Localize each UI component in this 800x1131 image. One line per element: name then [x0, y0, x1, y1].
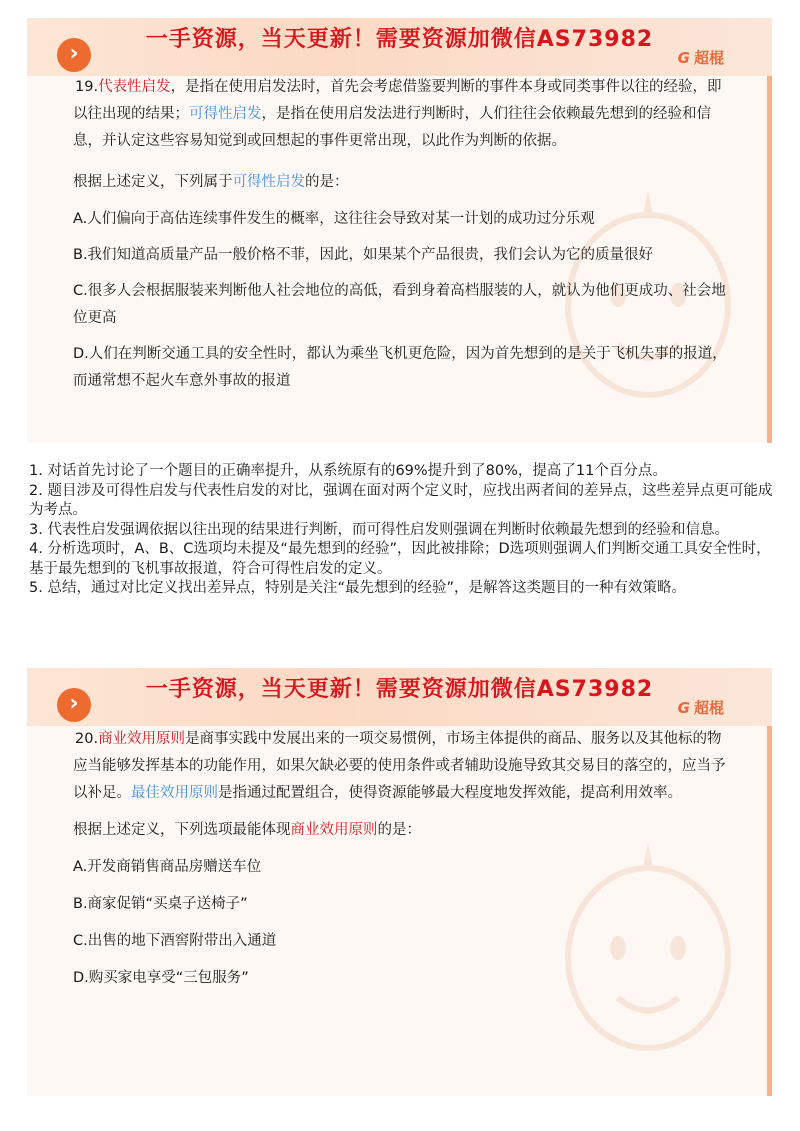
option-d[interactable]: D.人们在判断交通工具的安全性时，都认为乘坐飞机更危险，因为首先想到的是关于飞机失事的报道，而通常想不起火车意外事故的报道 [73, 346, 727, 389]
definition-text-2: 是指通过配置组合，使得资源能够最大程度地发挥效能，提高利用效率。 [218, 785, 682, 801]
option-b[interactable]: B.我们知道高质量产品一般价格不菲，因此，如果某个产品很贵，我们会认为它的质量很好 [73, 247, 654, 263]
chevron-right-icon: › [57, 38, 91, 72]
option-d[interactable]: D.购买家电享受“三包服务” [73, 970, 249, 986]
analysis-notes [29, 462, 774, 599]
term-optimal-utility: 最佳效用原则 [131, 785, 218, 801]
definition-text-2: ，是指在使用启发法进行判断时，人们往往会依赖最先想到的经验和信息，并认定这些容易知觉到或回想起的事件更常出现，以此作为判断的依据。 [73, 106, 711, 149]
option-c[interactable]: C.很多人会根据服装来判断他人社会地位的高低，看到身着高档服装的人，就认为他们更成功、社会地位更高 [73, 283, 726, 326]
term-availability: 可得性启发 [189, 106, 262, 122]
option-b[interactable]: B.商家促销“买桌子送椅子” [73, 896, 248, 912]
prompt-text: 根据上述定义，下列选项最能体现 [73, 822, 291, 838]
question-card-20 [27, 668, 772, 1096]
analysis-point: 4. 分析选项时，A、B、C选项均未提及“最先想到的经验”，因此被排除；D选项则强调人们判断交通工具安全性时，基于最先想到的飞机事故报道，符合可得性启发的定义。 [29, 541, 771, 577]
question-body [73, 74, 733, 395]
analysis-point: 3. 代表性启发强调依据以往出现的结果进行判断，而可得性启发则强调在判断时依赖最先想到的经验和信息。 [29, 521, 729, 538]
banner-text: 一手资源，当天更新！需要资源加微信AS73982 [145, 677, 654, 702]
prompt-term: 商业效用原则 [290, 822, 378, 838]
banner [27, 668, 772, 726]
chevron-right-icon: › [57, 688, 91, 722]
question-number: 19. [75, 79, 99, 95]
option-a[interactable]: A.开发商销售商品房赠送车位 [73, 859, 262, 875]
banner [27, 18, 772, 76]
analysis-point: 5. 总结，通过对比定义找出差异点，特别是关注“最先想到的经验”，是解答这类题目的一种有效策略。 [29, 580, 686, 596]
definition [73, 726, 733, 807]
banner-text: 一手资源，当天更新！需要资源加微信AS73982 [145, 27, 654, 52]
prompt-suffix: 的是： [377, 822, 421, 838]
term-representativeness: 代表性启发 [98, 79, 171, 95]
option-a[interactable]: A.人们偏向于高估连续事件发生的概率，这往往会导致对某一计划的成功过分乐观 [73, 211, 595, 227]
question-card-19 [27, 18, 772, 443]
brand-name: 超棍 [693, 49, 724, 67]
prompt-term: 可得性启发 [232, 174, 305, 190]
brand-name: 超棍 [693, 699, 724, 717]
term-commercial-utility: 商业效用原则 [98, 731, 186, 747]
question-prompt [73, 817, 733, 844]
question-prompt [73, 169, 733, 196]
definition [73, 74, 733, 155]
right-accent-bar [767, 76, 772, 443]
analysis-point: 1. 对话首先讨论了一个题目的正确率提升，从系统原有的69%提升到了80%，提高了11个百分点。 [29, 463, 667, 479]
definition-text-1: 是商事实践中发展出来的一项交易惯例，市场主体提供的商品、服务以及其他标的物应当能够发挥基本的功能作用，如果欠缺必要的使用条件或者辅助设施导致其交易目的落空的，应当予以补足。 [73, 731, 726, 801]
brand-g-icon: G [677, 699, 690, 717]
prompt-suffix: 的是： [305, 174, 349, 190]
brand-logo [678, 697, 724, 718]
question-body [73, 726, 733, 992]
analysis-point: 2. 题目涉及可得性启发与代表性启发的对比，强调在面对两个定义时，应找出两者间的差异点，这些差异点更可能成为考点。 [29, 482, 773, 518]
option-c[interactable]: C.出售的地下酒窖附带出入通道 [73, 933, 277, 949]
definition-text-1: ，是指在使用启发法时，首先会考虑借鉴要判断的事件本身或同类事件以往的经验，即以往出现的结果； [73, 79, 722, 122]
brand-logo [678, 47, 724, 68]
brand-g-icon: G [677, 49, 690, 67]
question-number: 20. [75, 731, 99, 747]
prompt-text: 根据上述定义，下列属于 [73, 174, 233, 190]
right-accent-bar [767, 726, 772, 1096]
